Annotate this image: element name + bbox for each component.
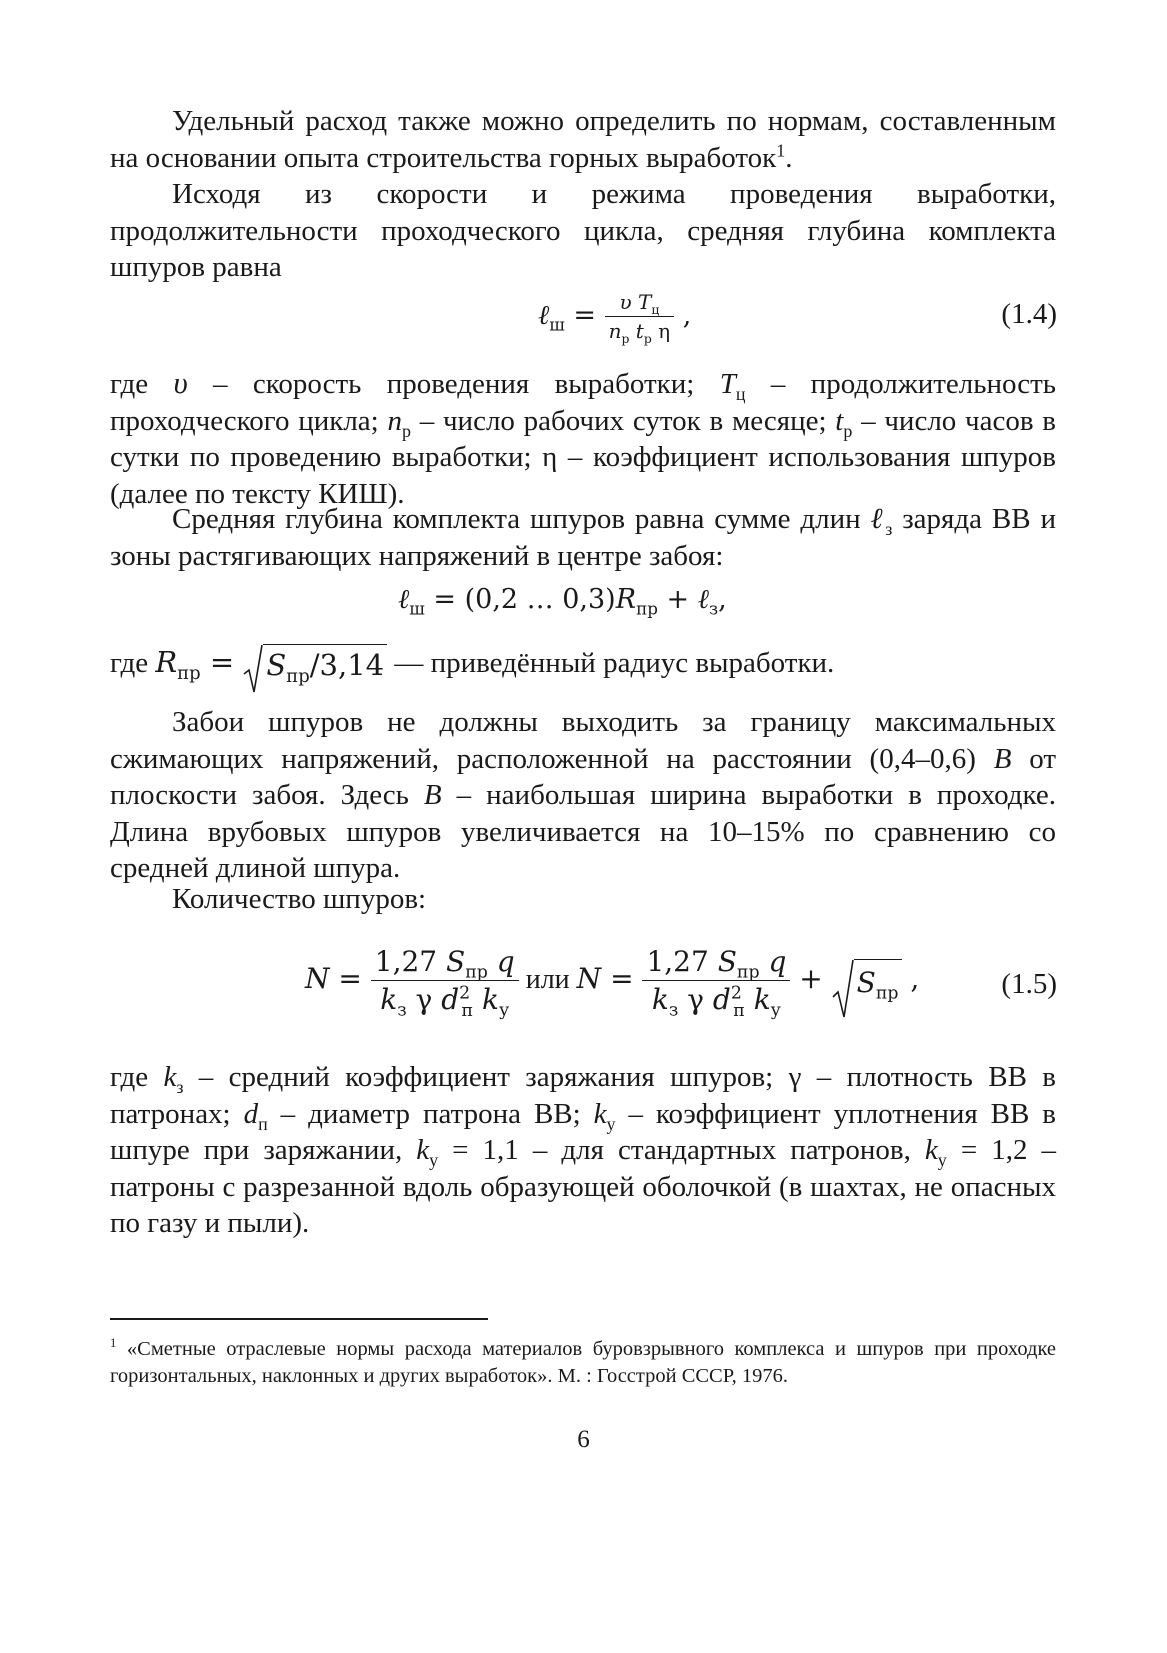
eq15-num1: 1,27 (374, 945, 447, 978)
eq15-equals2: = (601, 962, 643, 995)
p6-B: B (993, 742, 1012, 775)
p8-ky2: k (416, 1134, 430, 1166)
p3-t-sub: р (843, 420, 853, 441)
footnote (110, 1336, 1056, 1390)
p8-e: – коэффициент уплотнения ВВ в шпуре при заряжании, (110, 1097, 1057, 1166)
eq15-N2: N (576, 962, 602, 995)
p3-t: t (835, 404, 844, 437)
p8-d-sub: п (258, 1113, 268, 1134)
eq15-d1-sup: 2 (459, 983, 471, 1004)
eqd-lhs: ℓ (398, 584, 410, 615)
paragraph-7: Количество шпуров: (172, 883, 427, 915)
eq15-ky2: k (744, 983, 771, 1016)
paragraph-1-end: . (785, 141, 793, 174)
p8-f: = 1,1 – для стандартных патронов, (438, 1134, 925, 1166)
p8-c: – диаметр патрона ВВ; (267, 1097, 594, 1130)
eq14-den-n-sub: р (621, 331, 630, 346)
paragraph-5 (110, 644, 1056, 688)
eq15-gamma1: γ (406, 983, 442, 1016)
equation-number-1-4: (1.4) (1001, 298, 1057, 330)
eq14-num-T-sub: ц (651, 302, 660, 317)
p4-a: Средняя глубина комплекта шпуров равна сумме длин (172, 503, 871, 535)
paragraph-1 (110, 103, 1056, 176)
paragraph-4 (110, 500, 1056, 574)
p8-a: где (110, 1061, 164, 1093)
footnote-reference[interactable]: 1 (776, 139, 786, 160)
footnote-marker: 1 (110, 1336, 117, 1351)
p6-b: от плоскости забоя. Здесь (110, 742, 1057, 811)
eq15-N: N (305, 962, 330, 995)
eq15-d1: d (441, 983, 460, 1016)
p5-end: — приведённый радиус выработки. (387, 647, 835, 679)
eq15-or: или (518, 964, 577, 995)
eq15-k2-sub: з (668, 1000, 679, 1021)
eq15-fraction-2 (642, 945, 790, 1021)
p8-ky3-sub: у (937, 1149, 947, 1170)
eqd-lhs-sub: ш (409, 598, 425, 619)
p5-R-sub: пр (177, 662, 201, 684)
eqd-plus: + (657, 584, 698, 615)
eq14-lhs-sub: ш (549, 314, 565, 335)
eq15-gamma2: γ (678, 983, 713, 1016)
eq15-d1-sub: п (461, 1000, 474, 1021)
eqd-mid: = (0,2 … 0,3) (424, 584, 616, 615)
p4-l-sub: з (885, 518, 893, 539)
p6-B2: B (423, 779, 442, 811)
p8-k: k (163, 1061, 177, 1093)
p4-b: заряда ВВ и зоны растягивающих напряжений в центре забоя: (110, 503, 1056, 572)
p8-g: = 1,2 – патроны с разрезанной вдоль образующей оболочкой (в шахтах, не опасных по газу и пыли). (110, 1134, 1057, 1239)
p8-ky3: k (924, 1134, 938, 1166)
paragraph-8 (110, 1059, 1056, 1242)
eq15-S2: S (717, 945, 737, 978)
eq15-num2: 1,27 (646, 945, 718, 978)
footnote-text: «Сметные отраслевые нормы расхода материалов буровзрывного комплекса и шпуров при проходке горизонтальных, наклонных и других выработок». М. : Госстрой СССР, 1976. (110, 1338, 1056, 1387)
p8-d: d (243, 1097, 259, 1130)
p4-l: ℓ (870, 501, 886, 535)
eq15-plus: + (790, 962, 832, 995)
p8-k-sub: з (176, 1076, 184, 1097)
p5-S: S (266, 648, 287, 683)
eq15-tail: , (901, 962, 920, 995)
eq15-S1: S (446, 945, 466, 978)
p3-T: T (719, 368, 736, 400)
eq14-den-t-sub: р (643, 331, 652, 346)
eq15-fraction-1 (371, 945, 519, 1021)
p6-a: Забои шпуров не должны выходить за границу максимальных сжимающих напряжений, расположенной на расстоянии (0,4–0,6) (110, 706, 1056, 775)
p3-a: – скорость проведения выработки; (187, 368, 720, 400)
eq14-num-v: υ (619, 290, 632, 314)
eq14-lhs: ℓ (538, 300, 550, 331)
p5-eq: = (200, 645, 244, 679)
eq15-ky1: k (473, 983, 499, 1016)
p3-c: – число рабочих суток в месяце; (410, 404, 836, 437)
eq14-num-T: T (631, 290, 652, 314)
p5-R: R (155, 645, 178, 679)
paragraph-6 (110, 704, 1056, 887)
eq14-den-t: t (629, 319, 644, 343)
p3-d: – число часов в сутки по проведению выработки; η – коэффициент использования шпуров (далее по тексту КИШ). (110, 404, 1056, 510)
eqd-l-sub: з (708, 598, 719, 619)
eq14-den-n: n (608, 319, 622, 343)
p3-intro: где (110, 368, 149, 400)
eq15-S2-sub: пр (736, 962, 760, 983)
eq15-sqrt-S: S (856, 965, 876, 999)
p5-S-sub: пр (286, 666, 310, 688)
p8-ky2-sub: у (429, 1149, 439, 1170)
equation-1-4 (538, 290, 692, 346)
p3-b: – продолжительность проходческого цикла; (110, 368, 1057, 437)
eq15-k1: k (380, 983, 398, 1016)
paragraph-3 (110, 365, 1056, 512)
eq15-equals: = (329, 962, 371, 995)
eq15-d2: d (712, 983, 731, 1016)
eq15-k2: k (651, 983, 669, 1016)
page-number: 6 (577, 1426, 590, 1453)
eq15-sqrt-S-sub: пр (875, 983, 899, 1004)
eq15-ky2-sub: у (770, 1000, 781, 1021)
eqd-R: R (615, 584, 637, 615)
eq15-q2: q (759, 945, 787, 978)
equation-number-1-5: (1.5) (1001, 968, 1057, 1000)
p8-b: – средний коэффициент заряжания шпуров; γ – плотность ВВ в патронах; (110, 1061, 1056, 1130)
p8-ky-sub: у (606, 1113, 616, 1134)
p5-div: /3,14 (309, 648, 385, 683)
p3-n: n (387, 404, 402, 437)
eqd-l: ℓ (697, 584, 709, 615)
eq15-d2-sub: п (733, 1000, 745, 1021)
p3-v: υ (173, 365, 188, 400)
equation-depth (398, 584, 727, 619)
p5-sqrt (243, 644, 387, 688)
eq15-k1-sub: з (397, 1000, 407, 1021)
sqrt-sign-icon (832, 959, 854, 1019)
eq15-q1: q (487, 945, 515, 978)
sqrt-sign-icon (243, 644, 263, 694)
eq15-S1-sub: пр (465, 962, 488, 983)
eqd-tail: , (718, 584, 727, 615)
eq14-tail: , (674, 300, 692, 331)
paragraph-2: Исходя из скорости и режима проведения выработки, продолжительности проходческого цикла, средняя глубина комплекта шпуров равна (110, 178, 1056, 283)
footnote-separator (110, 1318, 488, 1320)
eq14-equals: = (564, 300, 605, 331)
eq14-fraction (605, 290, 675, 346)
eq14-den-eta: η (651, 319, 671, 343)
eq15-sqrt (832, 959, 902, 1003)
p8-ky: k (593, 1097, 607, 1130)
p3-n-sub: р (401, 420, 411, 441)
paragraph-1-text: Удельный расход также можно определить по нормам, составленным на основании опыта строительства горных выработок (110, 105, 1056, 174)
eq15-ky1-sub: у (499, 1000, 510, 1021)
p3-T-sub: ц (735, 383, 746, 404)
eqd-R-sub: пр (636, 598, 658, 619)
eq15-d2-sup: 2 (730, 983, 742, 1004)
equation-1-5 (305, 945, 920, 1021)
p5-intro: где (110, 647, 156, 679)
p6-c: – наибольшая ширина выработки в проходке. Длина врубовых шпуров увеличивается на 10–15% по сравнению со средней длиной шпура. (110, 779, 1056, 884)
